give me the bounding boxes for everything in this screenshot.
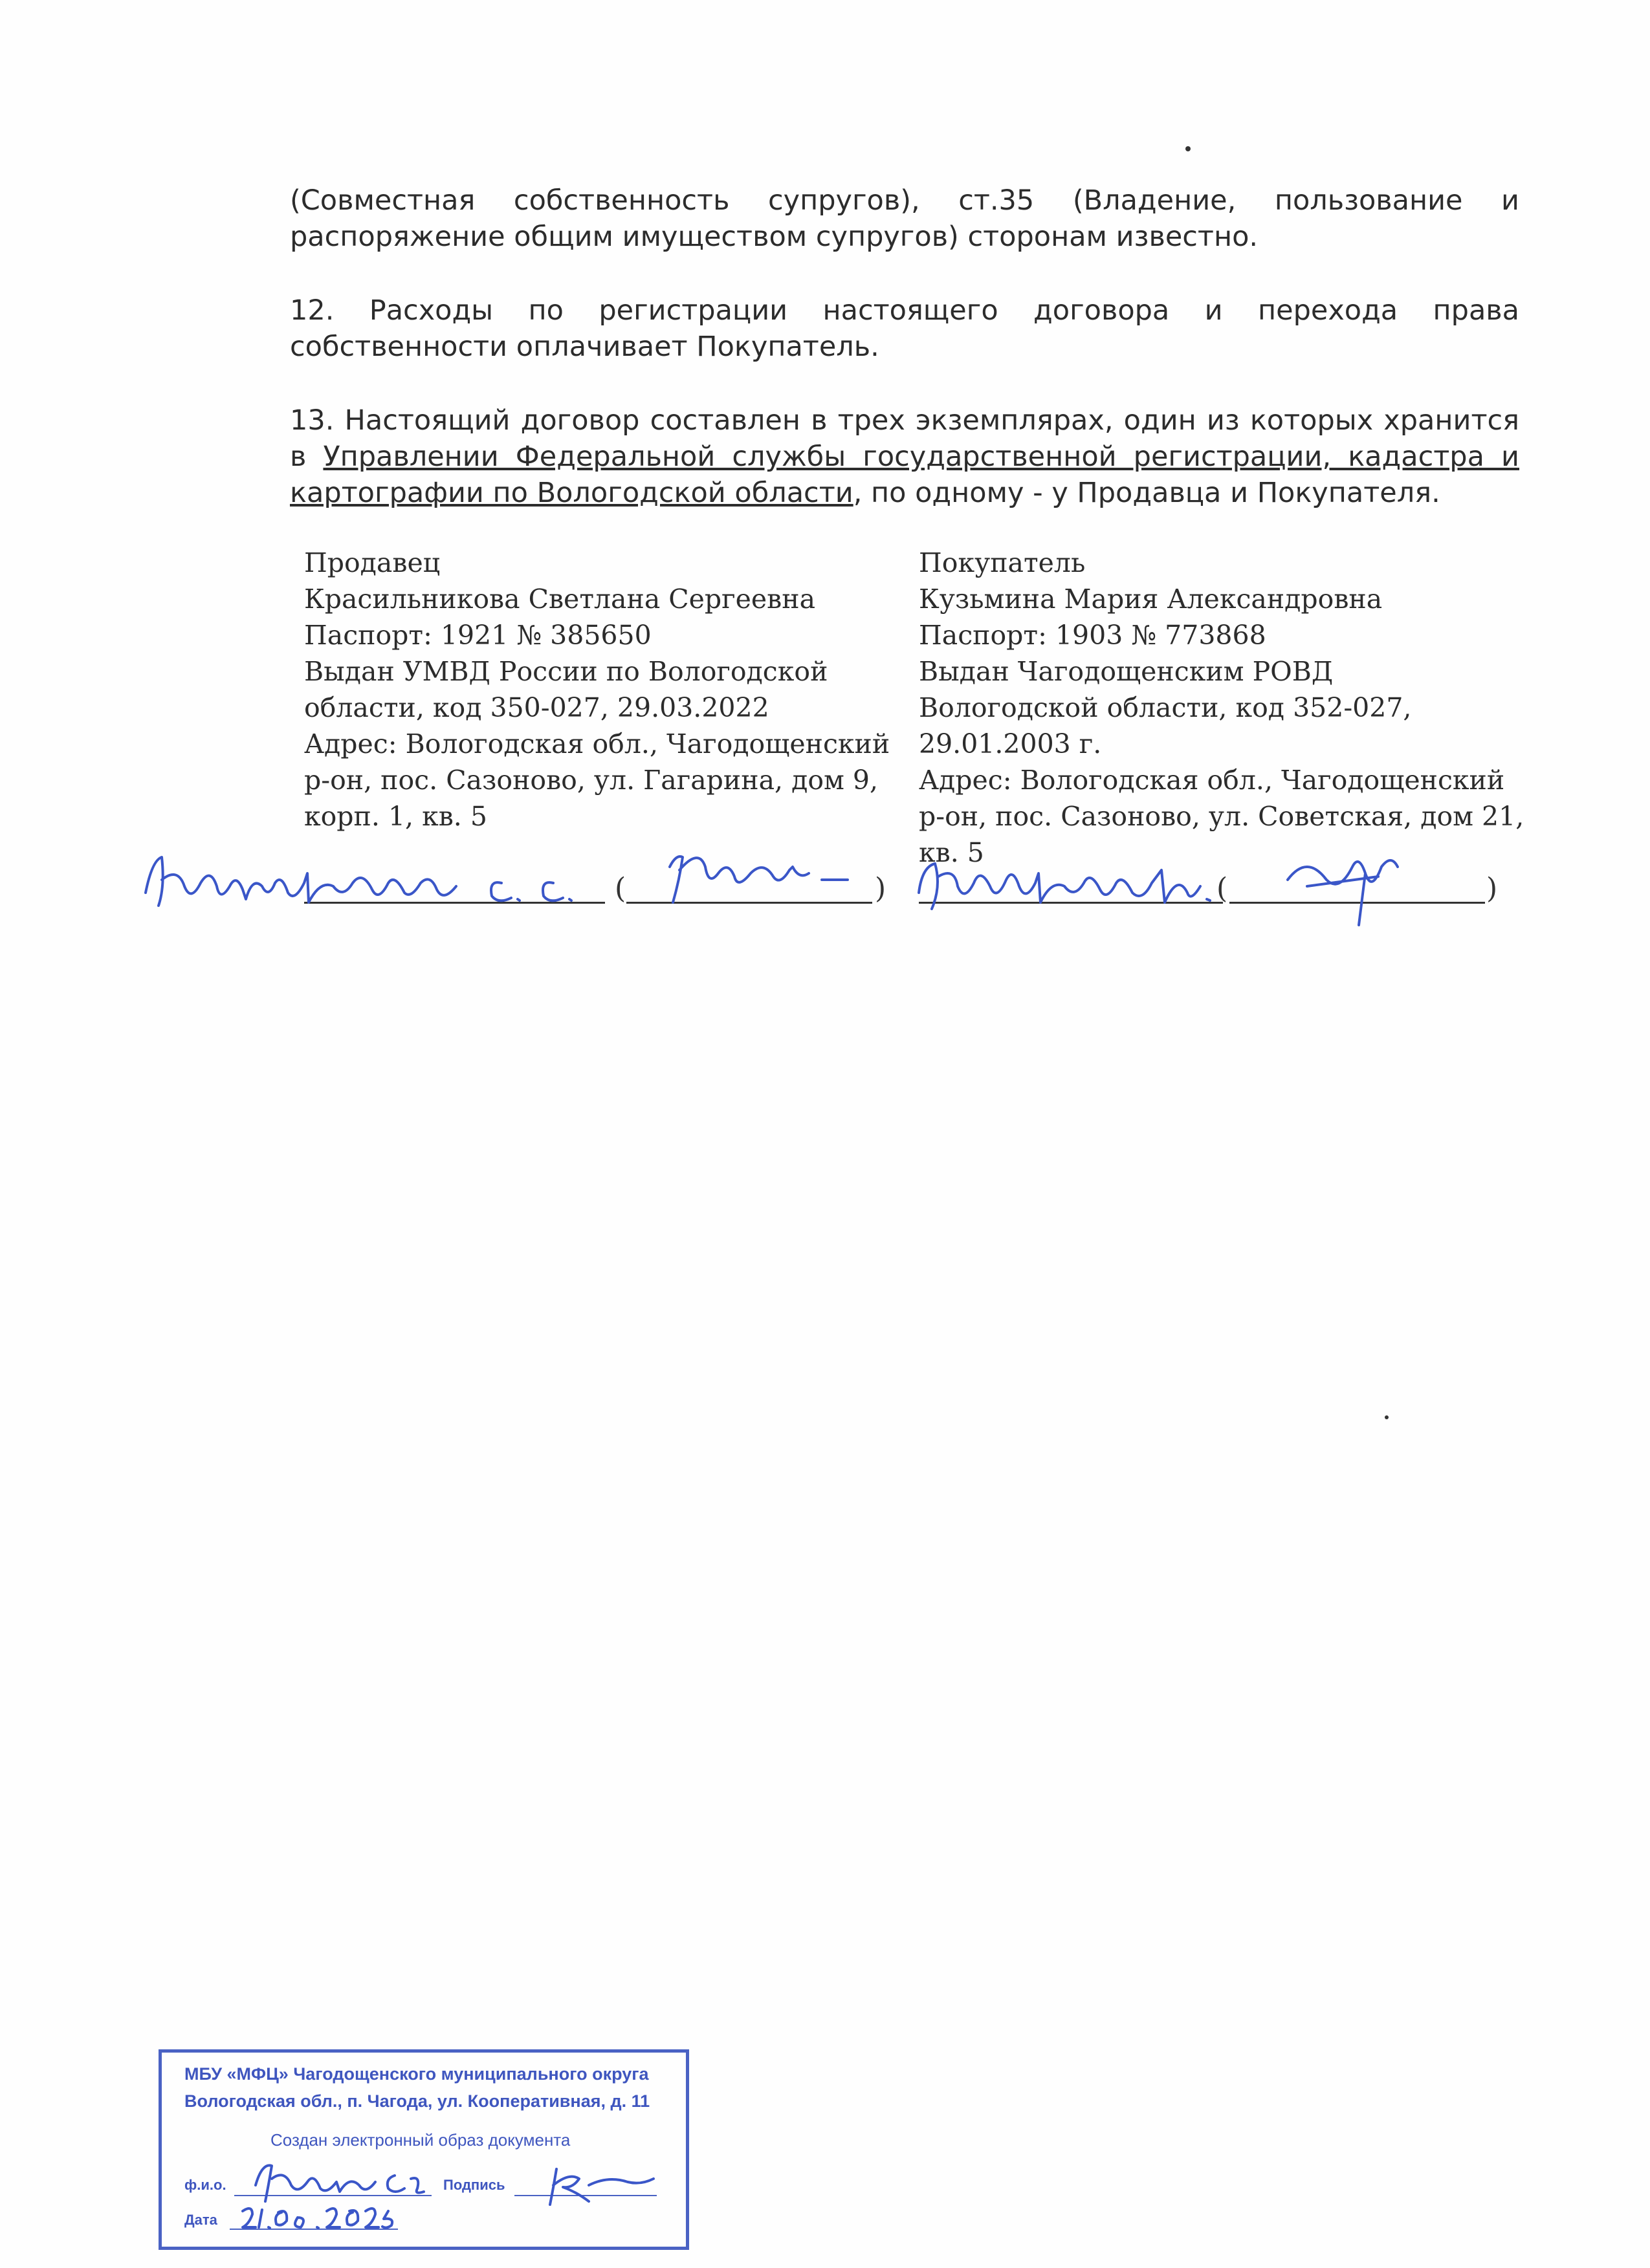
buyer-block	[919, 545, 1524, 871]
stamp-sign-label: Подпись	[443, 2177, 505, 2193]
registry-office-name: Управлении Федеральной службы государственной регистрации, кадастра и картографии по Вологодской области	[290, 441, 1519, 509]
seller-signature	[660, 841, 867, 912]
stamp-date-label: Дата	[184, 2212, 217, 2228]
stamp-signature	[544, 2163, 660, 2208]
seller-role: Продавец	[304, 547, 441, 578]
buyer-role: Покупатель	[919, 547, 1086, 578]
buyer-name: Кузьмина Мария Александровна	[919, 583, 1383, 615]
seller-issued: области, код 350-027, 29.03.2022	[304, 692, 769, 723]
paragraph-12	[290, 292, 1519, 365]
paragraph-11-continuation	[290, 182, 1519, 255]
mfc-stamp	[159, 2049, 689, 2250]
buyer-address: Адрес: Вологодская обл., Чагодощенский	[919, 765, 1505, 796]
paren-close: )	[1486, 872, 1498, 905]
buyer-address: р-он, пос. Сазоново, ул. Советская, дом 21,	[919, 801, 1524, 832]
seller-block	[304, 545, 890, 834]
paren-open: (	[615, 872, 626, 905]
scan-speck	[1185, 146, 1191, 151]
paren-open: (	[1216, 872, 1228, 905]
seller-address: корп. 1, кв. 5	[304, 801, 487, 832]
seller-passport: Паспорт: 1921 № 385650	[304, 620, 652, 651]
seller-issued: Выдан УМВД России по Вологодской	[304, 656, 828, 687]
stamp-org-name: МБУ «МФЦ» Чагодощенского муниципального округа	[184, 2064, 649, 2084]
buyer-issued: Вологодской области, код 352-027,	[919, 692, 1412, 723]
buyer-signature	[1268, 841, 1411, 932]
stamp-caption: Создан электронный образ документа	[270, 2130, 571, 2150]
paragraph-text: (Совместная собственность супругов), ст.35 (Владение, пользование и распоряжение общим имуществом супругов) сторонам известно.	[290, 184, 1519, 253]
stamp-address: Вологодская обл., п. Чагода, ул. Кооперативная, д. 11	[184, 2091, 650, 2111]
stamp-fio-label: ф.и.о.	[184, 2177, 226, 2193]
paragraph-text: 13. Настоящий договор составлен в трех экземплярах, один из которых хранится в	[290, 404, 1519, 473]
seller-handwritten-name	[139, 847, 592, 919]
buyer-address: кв. 5	[919, 837, 984, 868]
paragraph-13	[290, 402, 1519, 511]
buyer-issued: 29.01.2003 г.	[919, 728, 1102, 759]
paren-close: )	[875, 872, 886, 905]
buyer-issued: Выдан Чагодощенским РОВД	[919, 656, 1334, 687]
seller-name: Красильникова Светлана Сергеевна	[304, 583, 816, 615]
buyer-passport: Паспорт: 1903 № 773868	[919, 620, 1266, 651]
seller-address: р-он, пос. Сазоново, ул. Гагарина, дом 9,	[304, 765, 879, 796]
stamp-date-handwritten	[236, 2198, 404, 2237]
buyer-handwritten-name	[912, 847, 1236, 919]
scan-speck	[1385, 1415, 1389, 1419]
paragraph-text: , по одному - у Продавца и Покупателя.	[853, 477, 1440, 509]
seller-address: Адрес: Вологодская обл., Чагодощенский	[304, 728, 890, 759]
paragraph-text: 12. Расходы по регистрации настоящего договора и перехода права собственности оплачивает Покупатель.	[290, 294, 1519, 363]
